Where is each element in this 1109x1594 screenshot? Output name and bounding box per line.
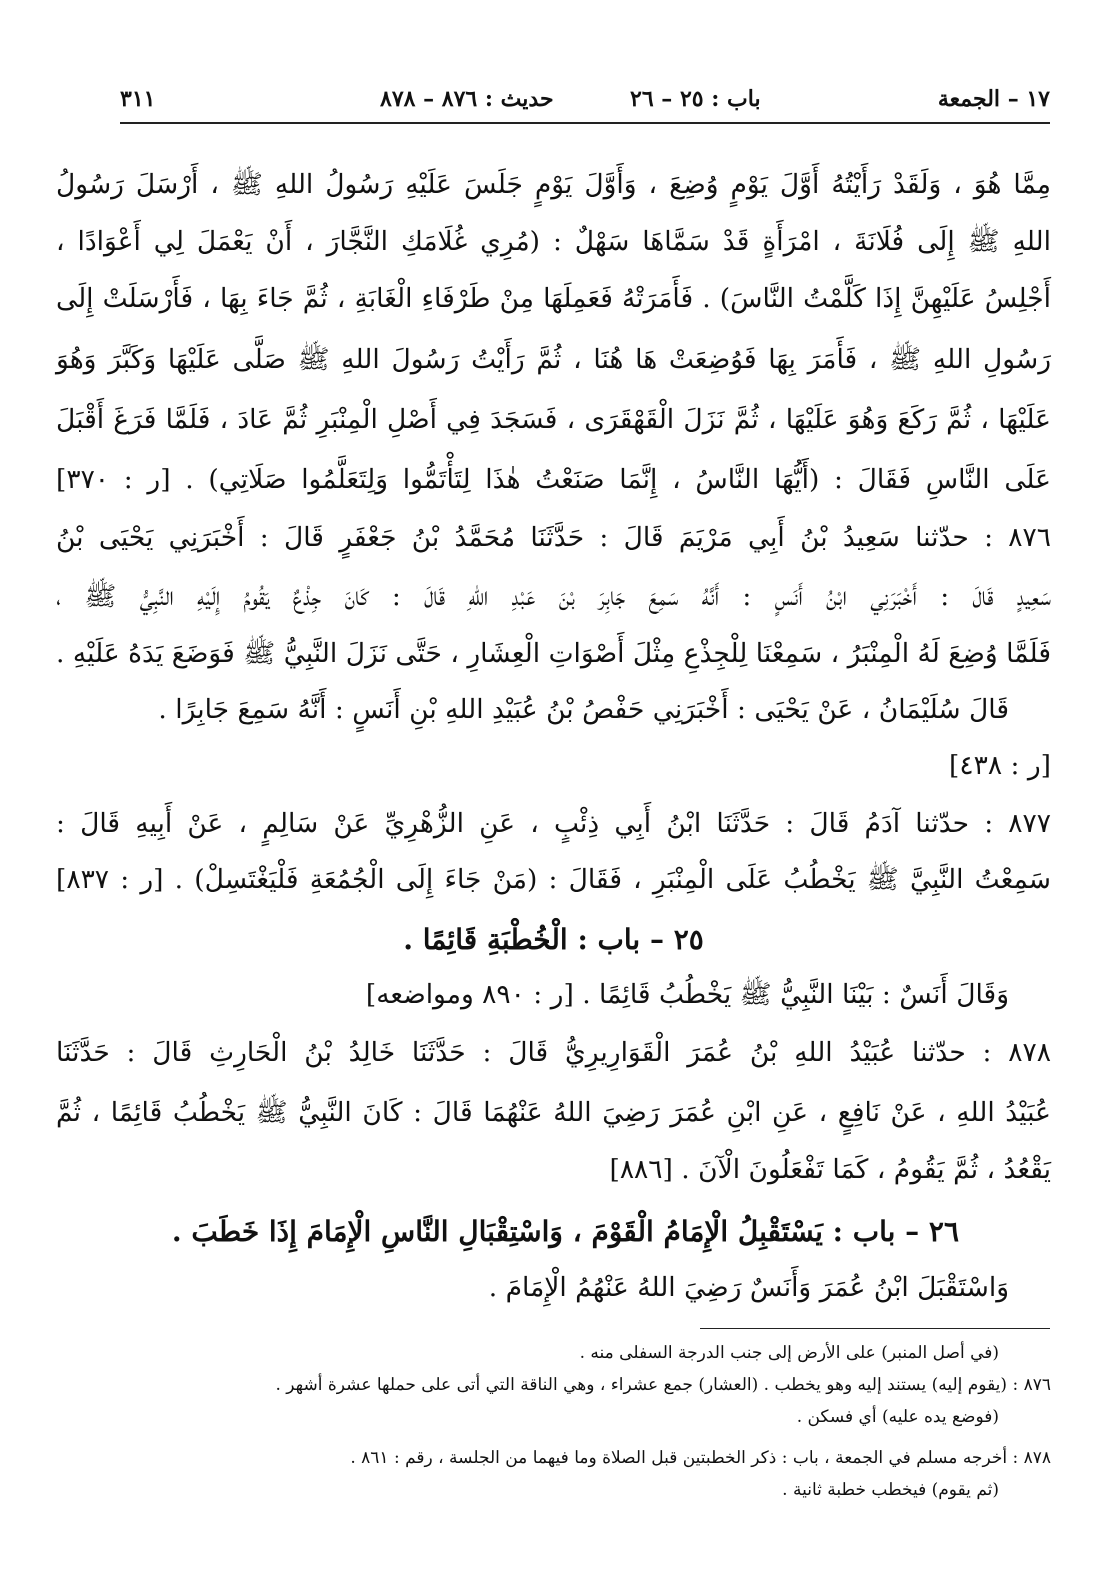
footnote: (ثم يقوم) فيخطب خطبة ثانية . [782, 1480, 999, 1500]
bab-26-title: ٢٦ – باب : يَسْتَقْبِلُ الْإِمَامُ الْقَوْمَ ، وَاسْتِقْبَالِ النَّاسِ الْإِمَامَ إِذَا خَطَبَ . [171, 1215, 959, 1248]
text-line: سَعِيدٍ قَالَ : أَخْبَرَنِي ابْنُ أَنَسٍ : أَنَّهُ سَمِعَ جَابِرَ بْنَ عَبْدِ اللهِ قَالَ : كَانَ جِذْعٌ يَقُومُ إِلَيْهِ النَّبِيُّ ﷺ ، [56, 581, 1051, 612]
bab-range: باب : ٢٥ – ٢٦ [630, 86, 761, 112]
footnote: ٨٧٨ : أخرجه مسلم في الجمعة ، باب : ذكر الخطبتين قبل الصلاة وما فيهما من الجلسة ، رقم : ٨٦١ . [350, 1448, 1051, 1468]
chapter-title: ١٧ – الجمعة [937, 86, 1050, 112]
hadith-range: حديث : ٨٧٦ – ٨٧٨ [380, 86, 554, 112]
bab-25-title: ٢٥ – باب : الْخُطْبَةِ قَائِمًا . [403, 923, 704, 956]
footnote-separator [700, 1328, 1050, 1329]
text-line: أَجْلِسُ عَلَيْهِنَّ إِذَا كَلَّمْتُ النَّاسَ) . فَأَمَرَتْهُ فَعَمِلَهَا مِنْ طَرْفَاءِ الْغَابَةِ ، ثُمَّ جَاءَ بِهَا ، فَأَرْسَلَتْ إِلَى [56, 283, 1051, 314]
text-line: مِمَّا هُوَ ، وَلَقَدْ رَأَيْتُهُ أَوَّلَ يَوْمٍ وُضِعَ ، وَأَوَّلَ يَوْمٍ جَلَسَ عَلَيْهِ رَسُولُ اللهِ ﷺ ، أَرْسَلَ رَسُولُ [56, 169, 1051, 200]
text-line: قَالَ سُلَيْمَانُ ، عَنْ يَحْيَى : أَخْبَرَنِي حَفْصُ بْنُ عُبَيْدِ اللهِ بْنِ أَنَسٍ : أَنَّهُ سَمِعَ جَابِرًا . [158, 694, 1009, 725]
text-line: عَلَيْهَا ، ثُمَّ رَكَعَ وَهُوَ عَلَيْهَا ، ثُمَّ نَزَلَ الْقَهْقَرَى ، فَسَجَدَ فِي أَصْلِ الْمِنْبَرِ ثُمَّ عَادَ ، فَلَمَّا فَرَغَ أَقْبَلَ [56, 404, 1051, 435]
hadith-877-line: ٨٧٧ : حدّثنا آدَمُ قَالَ : حَدَّثَنَا ابْنُ أَبِي ذِئْبٍ ، عَنِ الزُّهْرِيِّ عَنْ سَالِمٍ ، عَنْ أَبِيهِ قَالَ : [56, 808, 1051, 839]
running-header [120, 78, 1050, 124]
text-line: وَاسْتَقْبَلَ ابْنُ عُمَرَ وَأَنَسٌ رَضِيَ اللهُ عَنْهُمُ الْإِمَامَ . [488, 1272, 1009, 1303]
hadith-878-line: ٨٧٨ : حدّثنا عُبَيْدُ اللهِ بْنُ عُمَرَ الْقَوَارِيرِيُّ قَالَ : حَدَّثَنَا خَالِدُ بْنُ الْحَارِثِ قَالَ : حَدَّثَنَا [56, 1037, 1051, 1068]
footnote: ٨٧٦ : (يقوم إليه) يستند إليه وهو يخطب . (العشار) جمع عشراء ، وهي الناقة التي أتى على حملها عشرة أشهر . [275, 1375, 1051, 1395]
text-line: اللهِ ﷺ إِلَى فُلَانَةَ ، امْرَأَةٍ قَدْ سَمَّاهَا سَهْلٌ : (مُرِي غُلَامَكِ النَّجَّارَ ، أَنْ يَعْمَلَ لِي أَعْوَادًا ، [56, 226, 1051, 257]
footnote: (في أصل المنبر) على الأرض إلى جنب الدرجة السفلى منه . [579, 1343, 999, 1363]
page-number: ٣١١ [120, 86, 156, 112]
text-line: عُبَيْدُ اللهِ ، عَنْ نَافِعٍ ، عَنِ ابْنِ عُمَرَ رَضِيَ اللهُ عَنْهُمَا قَالَ : كَانَ النَّبِيُّ ﷺ يَخْطُبُ قَائِمًا ، ثُمَّ [56, 1097, 1051, 1128]
text-line: سَمِعْتُ النَّبِيَّ ﷺ يَخْطُبُ عَلَى الْمِنْبَرِ ، فَقَالَ : (مَنْ جَاءَ إِلَى الْجُمُعَةِ فَلْيَغْتَسِلْ) . [ر : ٨٣٧] [56, 864, 1051, 895]
text-line: فَلَمَّا وُضِعَ لَهُ الْمِنْبَرُ ، سَمِعْنَا لِلْجِذْعِ مِثْلَ أَصْوَاتِ الْعِشَارِ ، حَتَّى نَزَلَ النَّبِيُّ ﷺ فَوَضَعَ يَدَهُ عَلَيْهِ . [56, 638, 1051, 669]
text-line: يَقْعُدُ ، ثُمَّ يَقُومُ ، كَمَا تَفْعَلُونَ الْآنَ . [٨٨٦] [609, 1154, 1051, 1185]
footnote: (فوضع يده عليه) أي فسكن . [796, 1407, 999, 1427]
reference: [ر : ٤٣٨] [949, 750, 1051, 781]
text-line: رَسُولِ اللهِ ﷺ ، فَأَمَرَ بِهَا فَوُضِعَتْ هَا هُنَا ، ثُمَّ رَأَيْتُ رَسُولَ اللهِ ﷺ صَلَّى عَلَيْهَا وَكَبَّرَ وَهُوَ [56, 344, 1051, 375]
text-line: عَلَى النَّاسِ فَقَالَ : (أَيُّهَا النَّاسُ ، إِنَّمَا صَنَعْتُ هٰذَا لِتَأْتَمُّوا وَلِتَعَلَّمُوا صَلَاتِي) . [ر : ٣٧٠] [56, 464, 1051, 495]
hadith-876-line: ٨٧٦ : حدّثنا سَعِيدُ بْنُ أَبِي مَرْيَمَ قَالَ : حَدَّثَنَا مُحَمَّدُ بْنُ جَعْفَرٍ قَالَ : أَخْبَرَنِي يَحْيَى بْنُ [56, 522, 1051, 553]
text-line: وَقَالَ أَنَسٌ : بَيْنَا النَّبِيُّ ﷺ يَخْطُبُ قَائِمًا . [ر : ٨٩٠ ومواضعه] [365, 979, 1009, 1010]
